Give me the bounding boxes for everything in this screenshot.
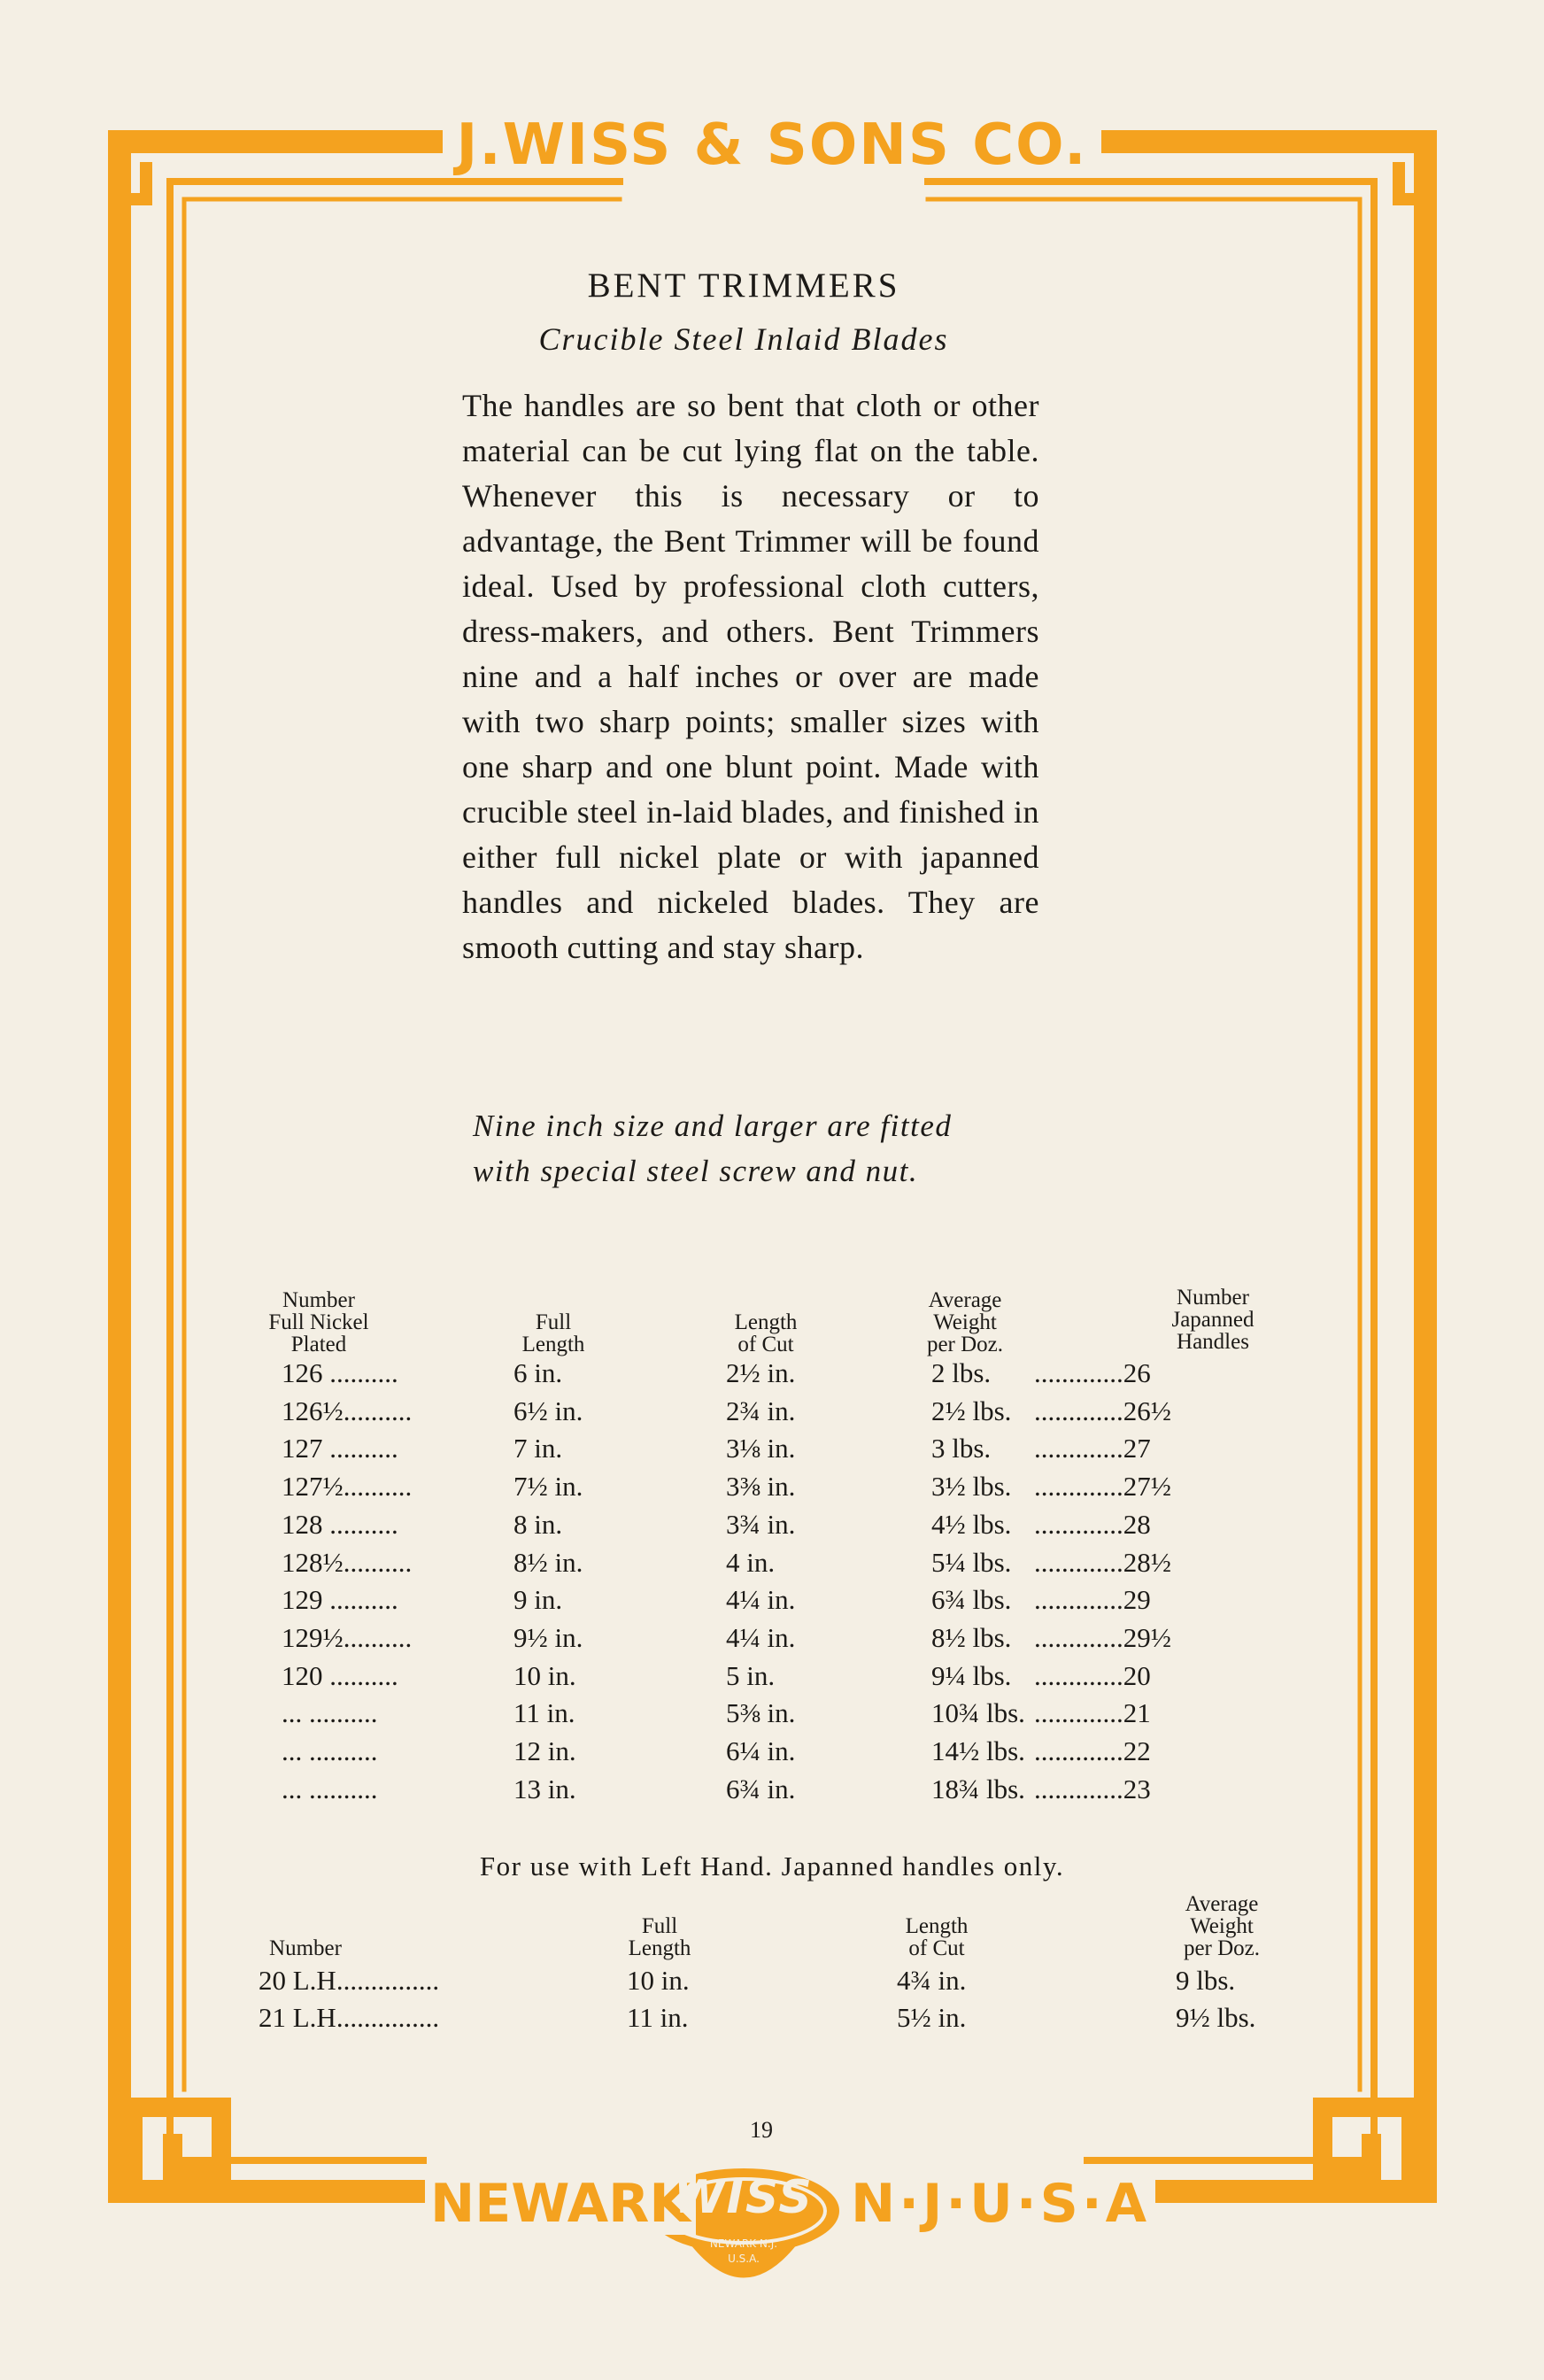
- logo-subtext: NEWARK N.J.: [709, 2237, 778, 2250]
- lh-cell-cut: 5½ in.: [897, 2002, 967, 2033]
- table-cell-cut: 2½ in.: [726, 1357, 796, 1388]
- table-cell-cut: 5⅜ in.: [726, 1697, 796, 1729]
- table-cell-japanned: .............29: [1034, 1584, 1151, 1616]
- table-cell-cut: 4¼ in.: [726, 1584, 796, 1616]
- page-number: 19: [750, 2117, 773, 2143]
- note-paragraph: [473, 1103, 1046, 1194]
- brand-header: J.WISS & SONS CO.: [0, 113, 1544, 177]
- table-cell-full: 6 in.: [513, 1357, 563, 1388]
- table-cell-number: 127 ..........: [282, 1433, 398, 1464]
- table-cell-japanned: .............23: [1034, 1773, 1151, 1804]
- table-cell-cut: 3⅛ in.: [726, 1433, 796, 1464]
- table-cell-weight: 10¾ lbs.: [931, 1697, 1025, 1729]
- table-cell-japanned: .............20: [1034, 1659, 1151, 1691]
- table-cell-cut: 5 in.: [726, 1659, 776, 1691]
- table-cell-japanned: .............22: [1034, 1735, 1151, 1766]
- table-cell-weight: 18¾ lbs.: [931, 1773, 1025, 1804]
- table-cell-full: 9½ in.: [513, 1621, 583, 1653]
- table-cell-japanned: .............27: [1034, 1433, 1151, 1464]
- table-cell-cut: 6¼ in.: [726, 1735, 796, 1766]
- table-cell-japanned: .............27½: [1034, 1471, 1171, 1503]
- logo-subtext-2: U.S.A.: [728, 2252, 760, 2265]
- table-cell-japanned: .............28: [1034, 1508, 1151, 1540]
- table-cell-number: 127½..........: [282, 1471, 413, 1503]
- table-cell-number: ... ..........: [282, 1697, 378, 1729]
- header-japanned: Number Japanned Handles: [1171, 1286, 1254, 1354]
- table-cell-number: ... ..........: [282, 1773, 378, 1804]
- table-cell-number: 120 ..........: [282, 1659, 398, 1691]
- footer-state: N·J·U·S·A: [845, 2174, 1155, 2234]
- table-cell-cut: 2¾ in.: [726, 1395, 796, 1426]
- table-cell-cut: 3⅜ in.: [726, 1471, 796, 1503]
- table-cell-cut: 4¼ in.: [726, 1621, 796, 1653]
- lh-cell-weight: 9 lbs.: [1176, 1965, 1236, 1996]
- page-title: BENT TRIMMERS: [587, 267, 900, 305]
- lh-cell-number: 20 L.H...............: [259, 1965, 440, 1996]
- note-line: with special steel screw and nut.: [473, 1154, 919, 1188]
- left-hand-caption: For use with Left Hand. Japanned handles only.: [479, 1851, 1065, 1882]
- table-cell-weight: 2 lbs.: [931, 1357, 992, 1388]
- wiss-logo: WISS: [674, 2171, 814, 2224]
- table-cell-weight: 5¼ lbs.: [931, 1546, 1012, 1578]
- table-cell-number: 126½..........: [282, 1395, 413, 1426]
- table-cell-weight: 3 lbs.: [931, 1433, 992, 1464]
- lh-header-length-cut: Length of Cut: [905, 1914, 969, 1960]
- table-cell-number: ... ..........: [282, 1735, 378, 1766]
- table-cell-weight: 4½ lbs.: [931, 1508, 1012, 1540]
- header-number: Number Full Nickel Plated: [268, 1288, 369, 1356]
- table-cell-full: 10 in.: [513, 1659, 576, 1691]
- table-cell-full: 12 in.: [513, 1735, 576, 1766]
- table-cell-full: 8 in.: [513, 1508, 563, 1540]
- table-cell-full: 11 in.: [513, 1697, 575, 1729]
- lh-cell-full: 10 in.: [627, 1965, 690, 1996]
- table-cell-weight: 14½ lbs.: [931, 1735, 1025, 1766]
- table-cell-full: 6½ in.: [513, 1395, 583, 1426]
- table-cell-full: 8½ in.: [513, 1546, 583, 1578]
- footer-city: NEWARK: [425, 2174, 696, 2234]
- table-cell-number: 126 ..........: [282, 1357, 398, 1388]
- table-cell-cut: 4 in.: [726, 1546, 776, 1578]
- lh-header-full-length: Full Length: [628, 1914, 691, 1960]
- table-cell-cut: 3¾ in.: [726, 1508, 796, 1540]
- header-length-cut: Length of Cut: [734, 1310, 798, 1356]
- lh-cell-full: 11 in.: [627, 2002, 689, 2033]
- table-cell-weight: 8½ lbs.: [931, 1621, 1012, 1653]
- table-cell-japanned: .............29½: [1034, 1621, 1171, 1653]
- table-cell-full: 7½ in.: [513, 1471, 583, 1503]
- table-cell-full: 7 in.: [513, 1433, 563, 1464]
- header-full-length: Full Length: [521, 1310, 585, 1356]
- lh-cell-weight: 9½ lbs.: [1176, 2002, 1256, 2033]
- header-weight: Average Weight per Doz.: [926, 1288, 1004, 1356]
- lh-cell-number: 21 L.H...............: [259, 2002, 440, 2033]
- description-paragraph: The handles are so bent that cloth or other material can be cut lying flat on the table. Whenever this is necessary or to advantage, the Bent Trimmer will be found ideal. Used by professional cloth cutters, dress-makers, and others. Bent Trimmers nine and a half inches or over are made with two sharp points; smaller sizes with one sharp and one blunt point. Made with crucible steel in-laid blades, and finished in either full nickel plate or with japanned handles and nickeled blades. They are smooth cutting and stay sharp.: [462, 388, 1039, 965]
- table-cell-cut: 6¾ in.: [726, 1773, 796, 1804]
- table-cell-japanned: .............26½: [1034, 1395, 1171, 1426]
- table-cell-full: 9 in.: [513, 1584, 563, 1616]
- table-cell-japanned: .............26: [1034, 1357, 1151, 1388]
- lh-header-weight: Average Weight per Doz.: [1183, 1892, 1261, 1960]
- table-cell-japanned: .............21: [1034, 1697, 1151, 1729]
- table-cell-weight: 9¼ lbs.: [931, 1659, 1012, 1691]
- note-line: Nine inch size and larger are fitted: [473, 1109, 953, 1143]
- table-cell-weight: 3½ lbs.: [931, 1471, 1012, 1503]
- lh-header-number: Number: [269, 1936, 342, 1960]
- table-cell-weight: 6¾ lbs.: [931, 1584, 1012, 1616]
- table-cell-number: 128 ..........: [282, 1508, 398, 1540]
- table-cell-number: 129½..........: [282, 1621, 413, 1653]
- table-cell-number: 128½..........: [282, 1546, 413, 1578]
- lh-cell-cut: 4¾ in.: [897, 1965, 967, 1996]
- table-cell-full: 13 in.: [513, 1773, 576, 1804]
- table-cell-number: 129 ..........: [282, 1584, 398, 1616]
- table-cell-weight: 2½ lbs.: [931, 1395, 1012, 1426]
- page-subtitle: Crucible Steel Inlaid Blades: [538, 321, 949, 357]
- table-cell-japanned: .............28½: [1034, 1546, 1171, 1578]
